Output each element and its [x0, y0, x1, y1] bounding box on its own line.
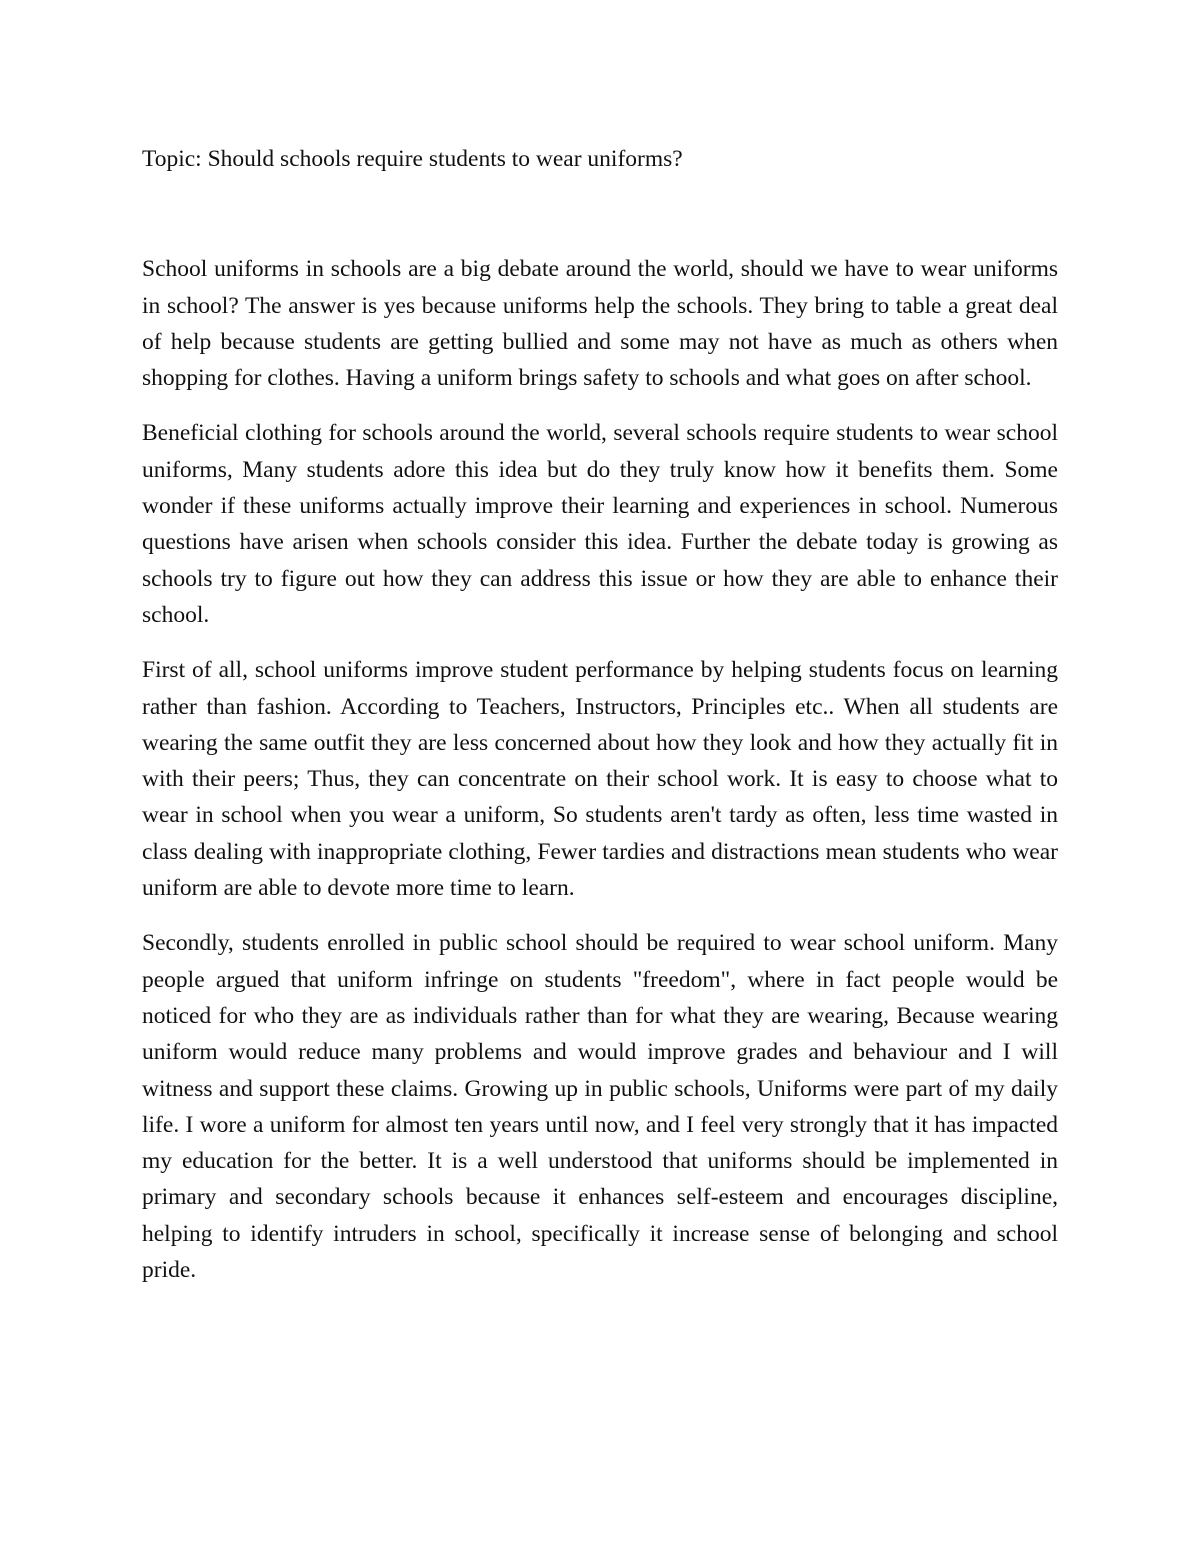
paragraph-3: First of all, school uniforms improve student performance by helping students focus on learning rather than fashion. According to Teachers, Instructors, Principles etc.. When all students are wearing the same outfit they are less concerned about how they look and how they actually fit in with their peers; Thus, they can concentrate on their school work. It is easy to choose what to wear in school when you wear a uniform, So students aren't tardy as often, less time wasted in class dealing with inappropriate clothing, Fewer tardies and distractions mean students who wear uniform are able to devote more time to learn.	[142, 657, 1058, 902]
paragraph-1: School uniforms in schools are a big debate around the world, should we have to wear uniforms in school? The answer is yes because uniforms help the schools. They bring to table a great deal of help because students are getting bullied and some may not have as much as others when shopping for clothes. Having a uniform brings safety to schools and what goes on after school.	[142, 256, 1058, 392]
document-body	[142, 141, 1058, 1307]
document-topic: Topic: Should schools require students to wear uniforms?	[142, 146, 683, 172]
paragraph-2: Beneficial clothing for schools around the world, several schools require students to wear school uniforms, Many students adore this idea but do they truly know how it benefits them. Some wonder if these uniforms actually improve their learning and experiences in school. Numerous questions have arisen when schools consider this idea. Further the debate today is growing as schools try to figure out how they can address this issue or how they are able to enhance their school.	[142, 420, 1058, 628]
paragraph-4: Secondly, students enrolled in public school should be required to wear school uniform. Many people argued that uniform infringe on students "freedom", where in fact people would be noticed for who they are as individuals rather than for what they are wearing, Because wearing uniform would reduce many problems and would improve grades and behaviour and I will witness and support these claims. Growing up in public schools, Uniforms were part of my daily life. I wore a uniform for almost ten years until now, and I feel very strongly that it has impacted my education for the better. It is a well understood that uniforms should be implemented in primary and secondary schools because it enhances self-esteem and encourages discipline, helping to identify intruders in school, specifically it increase sense of belonging and school pride.	[142, 930, 1058, 1284]
